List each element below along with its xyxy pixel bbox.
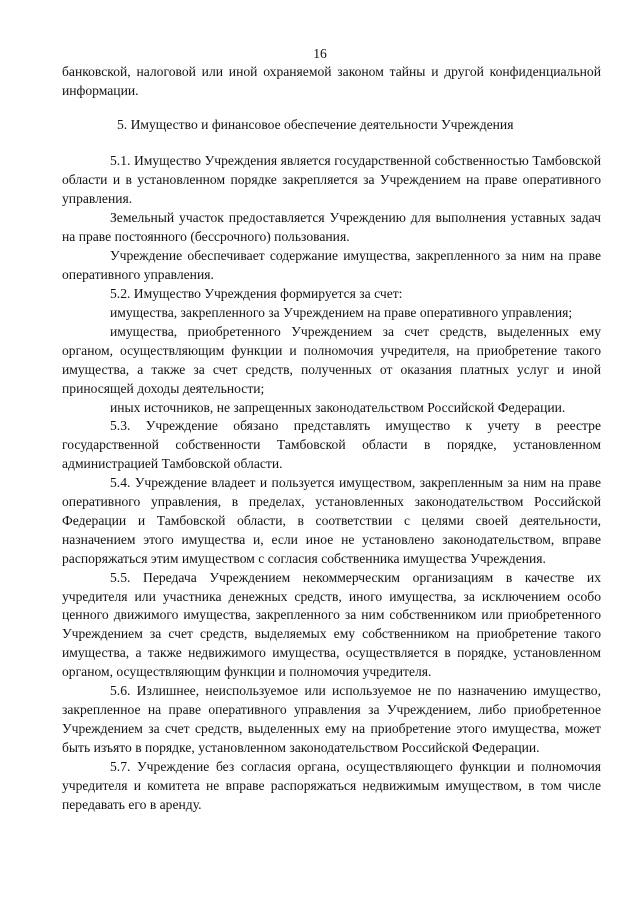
- document-body: [62, 63, 601, 814]
- paragraph-5-4: 5.4. Учреждение владеет и пользуется имуществом, закрепленным за ним на праве оперативного управления, в пределах, установленных законодательством Российской Федерации и Тамбовской области, в соответствии с целями своей деятельности, назначением этого имущества и, если иное не установлено законодательством, вправе распоряжаться этим имуществом с согласия собственника имущества Учреждения.: [62, 475, 601, 566]
- paragraph-5-7: 5.7. Учреждение без согласия органа, осуществляющего функции и полномочия учредителя и комитета не вправе распоряжаться недвижимым имуществом, в том числе передавать его в аренду.: [62, 758, 601, 812]
- list-item-assigned-property: имущества, закрепленного за Учреждением на праве оперативного управления;: [110, 304, 573, 320]
- paragraph-land-plot: Земельный участок предоставляется Учреждению для выполнения уставных задач на праве постоянного (бессрочного) пользования.: [62, 210, 601, 245]
- paragraph-5-1: 5.1. Имущество Учреждения является государственной собственностью Тамбовской области и в установленном порядке закрепляется за Учреждением на праве оперативного управления.: [62, 152, 601, 206]
- paragraph-5-3: 5.3. Учреждение обязано представлять имущество к учету в реестре государственной собственности Тамбовской области в порядке, установленном администрацией Тамбовской области.: [62, 418, 601, 472]
- page-number: 16: [313, 46, 327, 61]
- list-item-other-sources: иных источников, не запрещенных законодательством Российской Федерации.: [110, 399, 566, 415]
- continuation-paragraph: банковской, налоговой или иной охраняемой законом тайны и другой конфиденциальной информации.: [62, 64, 601, 98]
- section-heading: 5. Имущество и финансовое обеспечение деятельности Учреждения: [117, 116, 514, 132]
- paragraph-maintenance: Учреждение обеспечивает содержание имущества, закрепленного за ним на праве оперативного управления.: [62, 248, 601, 283]
- paragraph-5-6: 5.6. Излишнее, неиспользуемое или используемое не по назначению имущество, закрепленное на праве оперативного управления за Учреждением, либо приобретенное Учреждением за счет средств, выделенных ему на приобретение этого имущества, может быть изъято в порядке, установленном законодательством Российской Федерации.: [62, 683, 601, 755]
- paragraph-5-5: 5.5. Передача Учреждением некоммерческим организациям в качестве их учредителя или участника денежных средств, иного имущества, за исключением особо ценного движимого имущества, закрепленного за ним собственником или приобретенного Учреждением за счет средств, выделяемых ему собственником на приобретение такого имущества, а также недвижимого имущества, осуществляется в порядке, установленном органом, осуществляющим функции и полномочия учредителя.: [62, 569, 601, 680]
- list-item-acquired-property: имущества, приобретенного Учреждением за счет средств, выделенных ему органом, осуществляющим функции и полномочия учредителя, на приобретение такого имущества, а также за счет средств, полученных от оказания платных услуг и иной приносящей доходы деятельности;: [62, 323, 601, 396]
- paragraph-5-2: 5.2. Имущество Учреждения формируется за счет:: [110, 286, 403, 302]
